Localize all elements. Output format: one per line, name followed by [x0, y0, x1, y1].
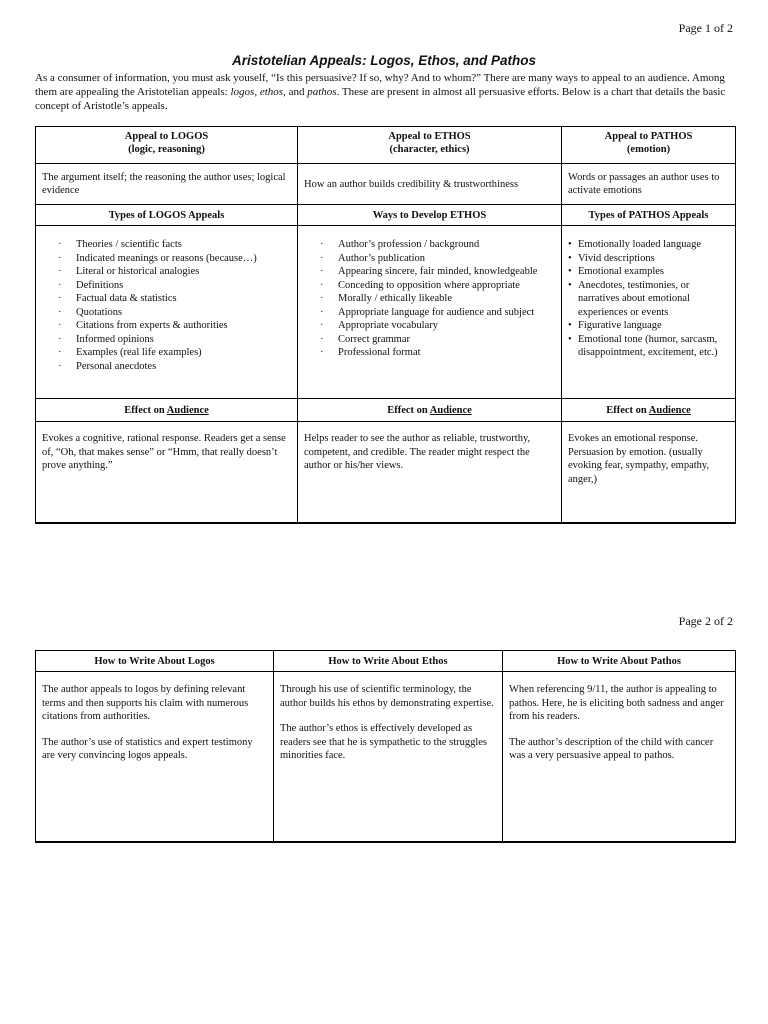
list-item: · Conceding to opposition where appropriate — [320, 279, 555, 293]
ethos-ways-cell — [298, 226, 562, 399]
intro-pathos: pathos — [307, 86, 337, 98]
pathos-types-cell — [562, 226, 736, 399]
effect-audience: Audience — [648, 404, 691, 416]
definition-logos: The argument itself; the reasoning the author uses; logical evidence — [36, 164, 298, 205]
header-label: Appeal to PATHOS — [604, 131, 693, 142]
effect-pathos: Evokes an emotional response. Persuasion by emotion. (usually evoking fear, sympathy, empathy, anger,) — [562, 422, 736, 524]
effect-header-pathos — [562, 399, 736, 422]
list-item: · Informed opinions — [58, 333, 291, 347]
effect-logos: Evokes a cognitive, rational response. Readers get a sense of, “Oh, that makes sense” or “Hmm, that really doesn’t prove anything.” — [36, 422, 298, 524]
writing-examples-table — [35, 650, 736, 843]
header-ethos — [298, 127, 562, 164]
effect-header-logos — [36, 399, 298, 422]
pathos-types-list — [568, 238, 729, 360]
list-item: · Author’s publication — [320, 252, 555, 266]
intro-sep: , — [254, 86, 260, 98]
section-header-logos: Types of LOGOS Appeals — [36, 205, 298, 226]
page-title: Aristotelian Appeals: Logos, Ethos, and Pathos — [231, 53, 537, 68]
list-item: • Anecdotes, testimonies, or narratives about emotional experiences or events — [568, 279, 729, 320]
list-item: • Emotionally loaded language — [568, 238, 729, 252]
list-item: · Appropriate language for audience and subject — [320, 306, 555, 320]
header-label: Appeal to ETHOS — [388, 131, 471, 142]
ethos-ways-list — [304, 238, 555, 360]
list-item: • Emotional examples — [568, 265, 729, 279]
example-paragraph: The author appeals to logos by defining relevant terms and then supports his claim with numerous citations from authorities. — [42, 684, 249, 722]
header-label: Appeal to LOGOS — [124, 131, 209, 142]
intro-text: . These are present in almost all persuasive efforts. Below is a chart that details the basic concept of Aristotle’s appeals. — [35, 86, 726, 112]
header-write-pathos: How to Write About Pathos — [503, 651, 736, 672]
header-logos — [36, 127, 298, 164]
write-pathos-cell — [503, 672, 736, 843]
header-sublabel: (emotion) — [626, 144, 671, 155]
list-item: · Factual data & statistics — [58, 292, 291, 306]
logos-types-list — [42, 238, 291, 373]
list-item: · Appearing sincere, fair minded, knowledgeable — [320, 265, 555, 279]
list-item: · Author’s profession / background — [320, 238, 555, 252]
header-pathos — [562, 127, 736, 164]
effect-header-ethos — [298, 399, 562, 422]
intro-logos: logos — [230, 86, 255, 98]
page-number: Page 1 of 2 — [678, 21, 733, 35]
list-item: · Correct grammar — [320, 333, 555, 347]
example-paragraph: The author’s description of the child with cancer was a very persuasive appeal to pathos. — [509, 736, 714, 761]
effect-prefix: Effect on — [387, 404, 430, 416]
header-sublabel: (logic, reasoning) — [128, 144, 205, 155]
page-number: Page 2 of 2 — [678, 614, 733, 628]
intro-sep: , and — [283, 86, 308, 98]
list-item: · Theories / scientific facts — [58, 238, 291, 252]
write-ethos-cell — [274, 672, 503, 843]
list-item: · Citations from experts & authorities — [58, 319, 291, 333]
list-item: · Definitions — [58, 279, 291, 293]
list-item: • Figurative language — [568, 319, 729, 333]
list-item: · Quotations — [58, 306, 291, 320]
definition-pathos: Words or passages an author uses to activate emotions — [562, 164, 736, 205]
header-sublabel: (character, ethics) — [389, 144, 470, 155]
list-item: · Professional format — [320, 346, 555, 360]
logos-types-cell — [36, 226, 298, 399]
effect-prefix: Effect on — [606, 404, 649, 416]
list-item: · Literal or historical analogies — [58, 265, 291, 279]
example-paragraph: Through his use of scientific terminology, the author builds his ethos by demonstrating expertise. — [280, 684, 494, 709]
example-paragraph: When referencing 9/11, the author is appealing to pathos. Here, he is eliciting both sadness and anger from his readers. — [509, 684, 724, 722]
list-item: · Appropriate vocabulary — [320, 319, 555, 333]
example-paragraph: The author’s ethos is effectively developed as readers see that he is sympathetic to the struggles minorities face. — [280, 723, 488, 761]
list-item: · Examples (real life examples) — [58, 346, 291, 360]
section-header-ethos: Ways to Develop ETHOS — [298, 205, 562, 226]
intro-ethos: ethos — [259, 86, 284, 98]
intro-paragraph — [35, 71, 735, 113]
effect-prefix: Effect on — [124, 404, 167, 416]
example-paragraph: The author’s use of statistics and expert testimony are very convincing logos appeals. — [42, 736, 253, 761]
write-logos-cell — [36, 672, 274, 843]
definition-ethos: How an author builds credibility & trustworthiness — [298, 164, 562, 205]
list-item: · Indicated meanings or reasons (because…) — [58, 252, 291, 266]
header-write-logos: How to Write About Logos — [36, 651, 274, 672]
effect-ethos: Helps reader to see the author as reliable, trustworthy, competent, and credible. The reader might respect the author or his/her views. — [298, 422, 562, 524]
section-header-pathos: Types of PATHOS Appeals — [562, 205, 736, 226]
effect-audience: Audience — [166, 404, 209, 416]
header-write-ethos: How to Write About Ethos — [274, 651, 503, 672]
list-item: • Emotional tone (humor, sarcasm, disappointment, excitement, etc.) — [568, 333, 729, 360]
intro-text: As a consumer of information, you must ask youself, “Is this persuasive? If so, why? And to whom?” There are many ways to appeal to an audience. Among them are appealing the Aristotelian appeals: — [35, 72, 725, 98]
effect-audience: Audience — [429, 404, 472, 416]
appeals-chart — [35, 126, 736, 524]
list-item: · Personal anecdotes — [58, 360, 291, 374]
list-item: · Morally / ethically likeable — [320, 292, 555, 306]
list-item: • Vivid descriptions — [568, 252, 729, 266]
